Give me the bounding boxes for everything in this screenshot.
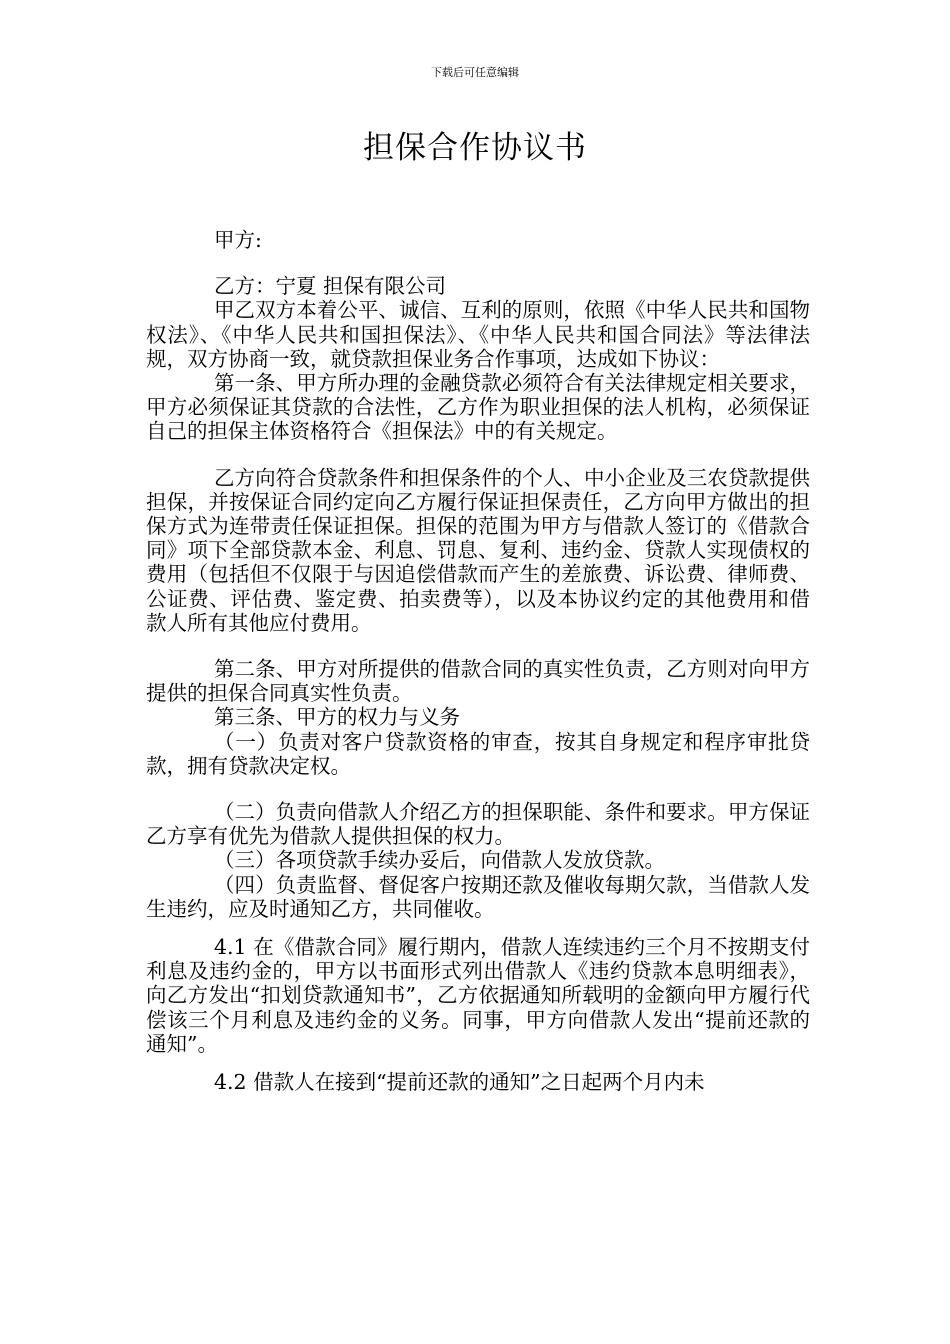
article-3-heading: 第三条、甲方的权力与义务 [214,705,460,730]
document-title: 担保合作协议书 [363,130,587,166]
clause-4-1-paragraph: 4.1 在《借款合同》履行期内，借款人连续违约三个月不按期支付利息及违约金的，甲方以书面形式列出借款人《违约贷款本息明细表》，向乙方发出“扣划贷款通知书”，乙方依据通知所载明的金额向甲方履行代偿该三个月利息及违约金的义务。同事，甲方向借款人发出“提前还款的通知”。 [146,935,810,1056]
article-2-paragraph: 第二条、甲方对所提供的借款合同的真实性负责，乙方则对向甲方提供的担保合同真实性负责。 [146,657,810,706]
party-b-line: 乙方：宁夏 担保有限公司 [214,274,447,299]
party-a-line: 甲方: [214,228,262,252]
guarantee-scope-paragraph: 乙方向符合贷款条件和担保条件的个人、中小企业及三农贷款提供担保，并按保证合同约定向乙方履行保证担保责任，乙方向甲方做出的担保方式为连带责任保证担保。担保的范围为甲方与借款人签订的《借款合同》项下全部贷款本金、利息、罚息、复利、违约金、贷款人实现债权的费用（包括但不仅限于与因追偿借款而产生的差旅费、诉讼费、律师费、公证费、评估费、鉴定费、拍卖费等），以及本协议约定的其他费用和借款人所有其他应付费用。 [146,465,810,635]
article-1-paragraph: 第一条、甲方所办理的金融贷款必须符合有关法律规定相关要求，甲方必须保证其贷款的合法性，乙方作为职业担保的法人机构，必须保证自己的担保主体资格符合《担保法》中的有关规定。 [146,371,810,444]
clause-4-2-paragraph: 4.2 借款人在接到“提前还款的通知”之日起两个月内未 [214,1070,705,1095]
preamble-paragraph: 甲乙双方本着公平、诚信、互利的原则，依照《中华人民共和国物权法》、《中华人民共和国担保法》、《中华人民共和国合同法》等法律法规，双方协商一致，就贷款担保业务合作事项，达成如下协议： [146,298,810,371]
article-3-item-4: （四）负责监督、督促客户按期还款及催收每期欠款，当借款人发生违约，应及时通知乙方，共同催收。 [146,872,810,921]
header-note: 下载后可任意编辑 [431,66,519,79]
document-body [146,228,810,1094]
article-3-item-1: （一）负责对客户贷款资格的审查，按其自身规定和程序审批贷款，拥有贷款决定权。 [146,729,810,778]
article-3-item-2: （二）负责向借款人介绍乙方的担保职能、条件和要求。甲方保证乙方享有优先为借款人提供担保的权力。 [146,800,810,849]
article-3-item-3: （三）各项贷款手续办妥后，向借款人发放贷款。 [214,848,665,873]
